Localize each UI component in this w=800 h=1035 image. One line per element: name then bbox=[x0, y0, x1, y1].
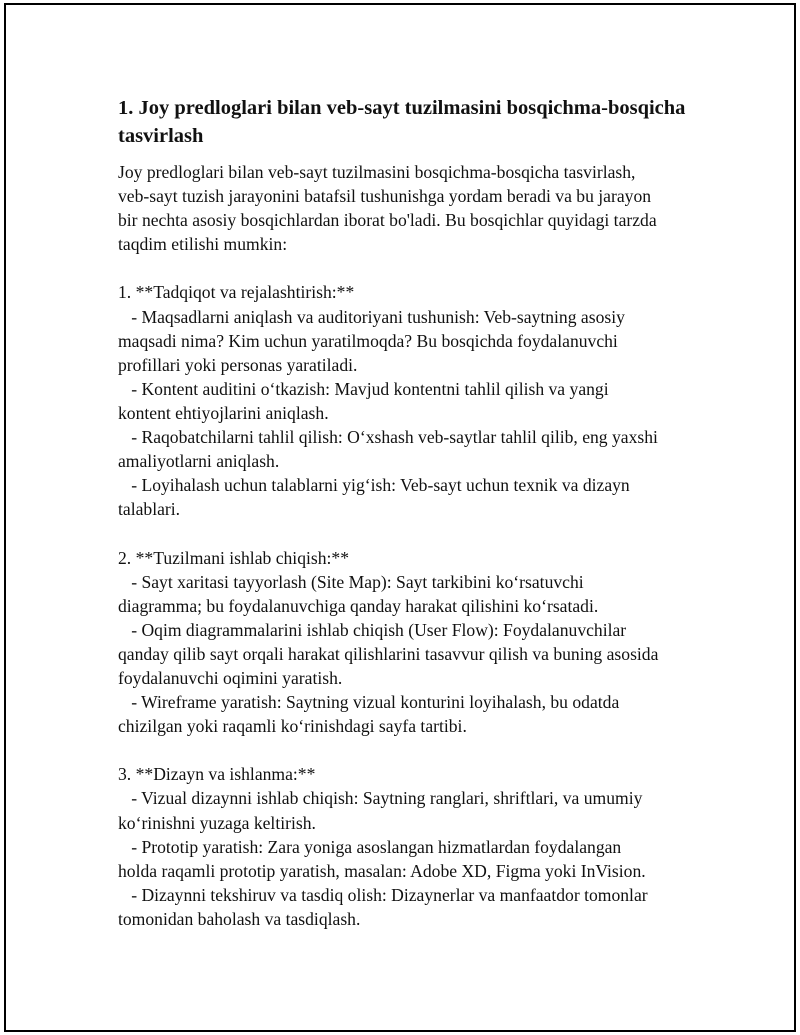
document-body: Joy predloglari bilan veb-sayt tuzilmasini bosqichma-bosqicha tasvirlash, veb-sayt tuzish jarayonini batafsil tushunishga yordam beradi va bu jarayon bir nechta asosiy bosqichlardan iborat bo'ladi. Bu bosqichlar quyidagi tarzda taqdim etilishi mumkin: 1. **Tadqiqot va rejalashtirish:** - Maqsadlarni aniqlash va auditoriyani tushunish: Veb-saytning asosiy maqsadi nima? Kim uchun yaratilmoqda? Bu bosqichda foydalanuvchi profillari yoki personas yaratiladi. - Kontent auditini o‘tkazish: Mavjud kontentni tahlil qilish va yangi kontent ehtiyojlarini aniqlash. - Raqobatchilarni tahlil qilish: O‘xshash veb-saytlar tahlil qilib, eng yaxshi amaliyotlarni aniqlash. - Loyihalash uchun talablarni yig‘ish: Veb-sayt uchun texnik va dizayn talablari. 2. **Tuzilmani ishlab chiqish:** - Sayt xaritasi tayyorlash (Site Map): Sayt tarkibini ko‘rsatuvchi diagramma; bu foydalanuvchiga qanday harakat qilishini ko‘rsatadi. - Oqim diagrammalarini ishlab chiqish (User Flow): Foydalanuvchilar qanday qilib sayt orqali harakat qilishlarini tasavvur qilish va buning asosida foydalanuvchi oqimini yaratish. - Wireframe yaratish: Saytning vizual konturini loyihalash, bu odatda chizilgan yoki raqamli ko‘rinishdagi sayfa tartibi. 3. **Dizayn va ishlanma:** - Vizual dizaynni ishlab chiqish: Saytning ranglari, shriftlari, va umumiy ko‘rinishni yuzaga keltirish. - Prototip yaratish: Zara yoniga asoslangan hizmatlardan foydalangan holda raqamli prototip yaratish, masalan: Adobe XD, Figma yoki InVision. - Dizaynni tekshiruv va tasdiq olish: Dizaynerlar va manfaatdor tomonlar tomonidan baholash va tasdiqlash. bbox=[118, 162, 659, 929]
document-content bbox=[118, 94, 698, 931]
document-title: 1. Joy predloglari bilan veb-sayt tuzilmasini bosqichma-bosqicha tasvirlash bbox=[118, 97, 686, 147]
